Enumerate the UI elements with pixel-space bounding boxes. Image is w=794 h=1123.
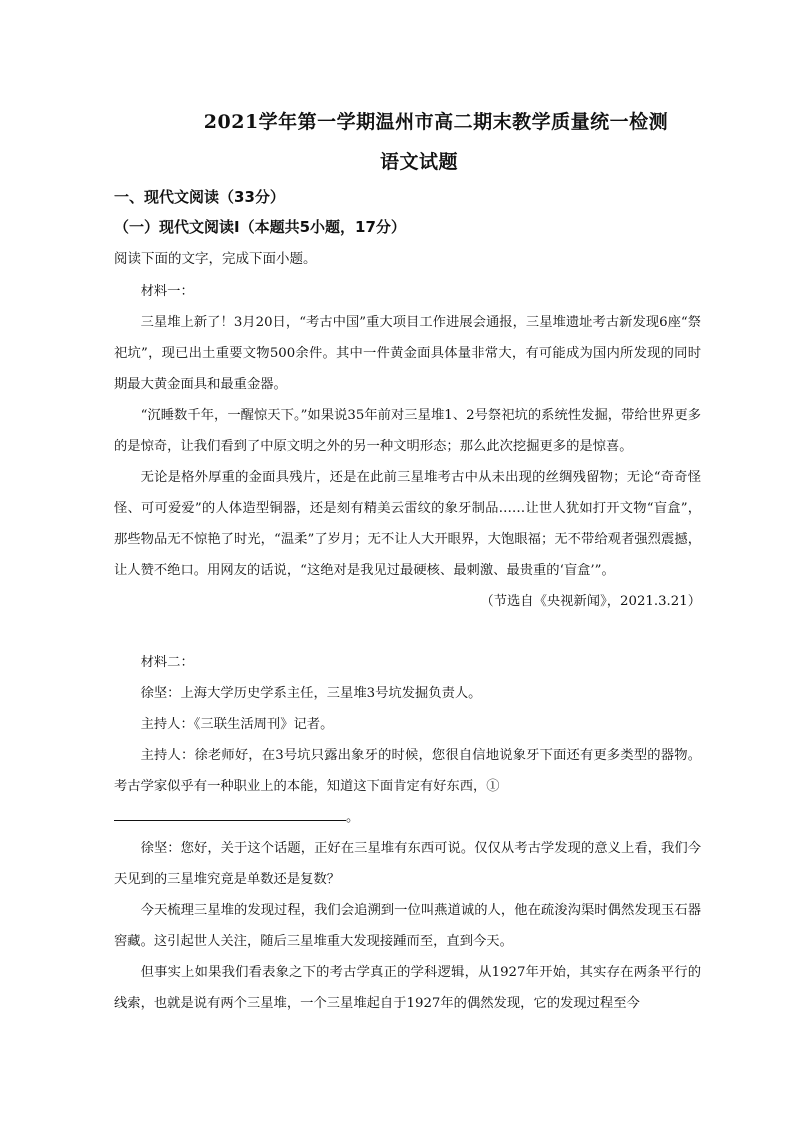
material-one-label: 材料一： <box>140 284 194 299</box>
exam-title: 2021学年第一学期温州市高二期末教学质量统一检测 <box>203 111 669 133</box>
material-one <box>114 276 701 617</box>
interview-line: 主持人：《三联生活周刊》记者。 <box>140 717 334 732</box>
answer-blank-line <box>114 802 701 833</box>
instruction-text: 阅读下面的文字，完成下面小题。 <box>114 251 317 267</box>
material-two <box>114 647 701 1019</box>
material-two-label: 材料二： <box>140 655 194 670</box>
material-one-paragraph: 无论是格外厚重的金面具残片，还是在此前三星堆考古中从未出现的丝绸残留物；无论“奇奇怪怪、可可爱爱”的人体造型铜器，还是刻有精美云雷纹的象牙制品……让世人犹如打开文物“盲盒”，那些物品无不惊艳了时光，“温柔”了岁月；无不让人大开眼界，大饱眼福；无不带给观者强烈震撼，让人赞不绝口。用网友的话说，“这绝对是我见过最硬核、最刺激、最贵重的‘盲盒’”。 <box>114 470 701 578</box>
material-one-paragraph: 三星堆上新了！3月20日，“考古中国”重大项目工作进展会通报，三星堆遗址考古新发现6座“祭祀坑”，现已出土重要文物500余件。其中一件黄金面具体量非常大，有可能成为国内所发现的同时期最大黄金面具和最重金器。 <box>114 315 701 392</box>
blank-period: 。 <box>346 810 360 825</box>
interview-line: 徐坚：上海大学历史学系主任，三星堆3号坑发掘负责人。 <box>140 686 482 701</box>
interview-paragraph: 今天梳理三星堆的发现过程，我们会追溯到一位叫燕道诚的人，他在疏浚沟渠时偶然发现玉石器窖藏。这引起世人关注，随后三星堆重大发现接踵而至，直到今天。 <box>114 903 701 949</box>
exam-subject-title: 语文试题 <box>379 151 458 173</box>
material-one-source: （节选自《央视新闻》，2021.3.21） <box>480 594 701 609</box>
subsection-heading: （一）现代文阅读Ⅰ（本题共5小题，17分） <box>114 218 406 236</box>
section-heading: 一、现代文阅读（33分） <box>114 188 285 206</box>
interview-paragraph: 但事实上如果我们看表象之下的考古学真正的学科逻辑，从1927年开始，其实存在两条平行的线索，也就是说有两个三星堆，一个三星堆起自于1927年的偶然发现，它的发现过程至今 <box>114 965 701 1011</box>
material-one-paragraph: “沉睡数千年，一醒惊天下。”如果说35年前对三星堆1、2号祭祀坑的系统性发掘，带给世界更多的是惊奇，让我们看到了中原文明之外的另一种文明形态；那么此次挖掘更多的是惊喜。 <box>114 408 701 454</box>
interview-paragraph: 徐坚：您好，关于这个话题，正好在三星堆有东西可说。仅仅从考古学发现的意义上看，我们今天见到的三星堆究竟是单数还是复数？ <box>114 841 701 887</box>
answer-blank[interactable] <box>114 802 346 821</box>
interview-line: 主持人：徐老师好，在3号坑只露出象牙的时候，您很自信地说象牙下面还有更多类型的器物。考古学家似乎有一种职业上的本能，知道这下面肯定有好东西，① <box>114 748 701 794</box>
